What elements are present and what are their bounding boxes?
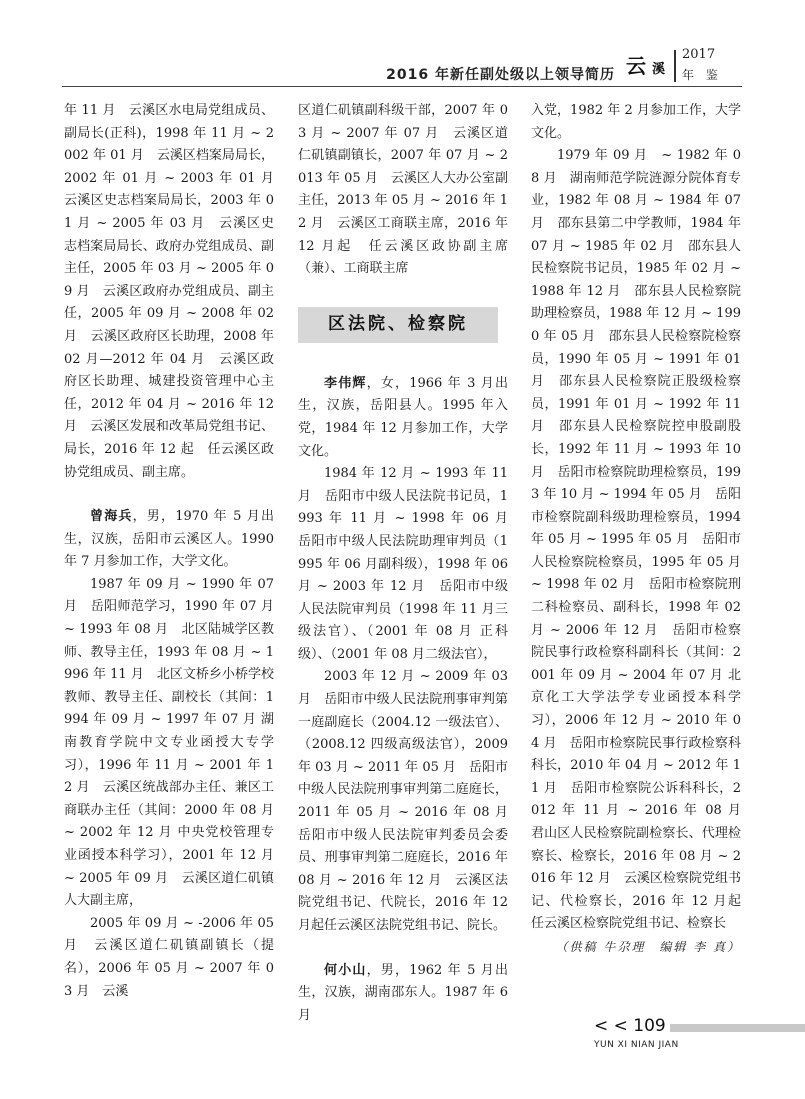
bio-intro-text: ，男，1970 年 5 月出生，汉族，岳阳市云溪区人。1990 年 7 月参加工作，大学文化。 <box>64 509 274 570</box>
footer-running-title: YUN XI NIAN JIAN <box>594 1040 679 1050</box>
bio-intro-text: ，女，1966 年 3 月出生，汉族，岳阳县人。1995 年入党，1984 年 12 月参加工作，大学文化。 <box>298 375 508 459</box>
bio-intro <box>298 960 508 1028</box>
page-number-bar <box>670 1024 805 1032</box>
paragraph: 1979 年 09 月 ~ 1982 年 08 月 湖南师范学院涟源分院体育专业，1982 年 08 月 ~ 1984 年 07 月 邵东县第二中学教师，1984 年 07 月 ~ 1985 年 02 月 邵东县人民检察院书记员，1985 年 02 月 ~ 1988 年 12 月 邵东县人民检察院助理检察员，1988 年 12 月 ~ 1990 年 05 月 邵东县人民检察院检察员，1990 年 05 月 ~ 1991 年 01 月 邵东县人民检察院正股级检察员，1991 年 01 月 ~ 1992 年 11 月 邵东县人民检察院控申股副股长，1992 年 11 月 ~ 1993 年 10 月 岳阳市检察院助理检察员，1993 年 10 月 ~ 1994 年 05 月 岳阳市检察院副科级助理检察员，1994 年 05 月 ~ 1995 年 05 月 岳阳市人民检察院检察员，1995 年 05 月 ~ 1998 年 02 月 岳阳市检察院刑二科检察员、副科长，1998 年 02 月 ~ 2006 年 12 月 岳阳市检察院民事行政检察科副科长（其间：2001 年 09 月 ~ 2004 年 07 月 北京化工大学法学专业函授本科学习），2006 年 12 月 ~ 2010 年 04 月 岳阳市检察院民事行政检察科科长，2010 年 04 月 ~ 2012 年 11 月 岳阳市检察院公诉科科长，2012 年 11 月 ~ 2016 年 08 月 君山区人民检察院副检察长、代理检察长、检察长，2016 年 08 月 ~ 2016 年 12 月 云溪区检察院党组书记、代检察长，2016 年 12 月起 任云溪区检察院党组书记、检察长 <box>531 148 755 932</box>
running-header-title: 2016 年新任副处级以上领导简历 <box>386 67 615 83</box>
paragraph: 1984 年 12 月 ~ 1993 年 11 月 岳阳市中级人民法院书记员，1993 年 11 月 ~ 1998 年 06 月 岳阳市中级人民法院助理审判员（1995 年 06 月副科级），1998 年 06 月 ~ 2003 年 12 月 岳阳市中级人民法院审判员（1998 年 11 月三级法官）、（2001 年 08 月 正科级）、（2001 年 08 月二级法官）， <box>298 466 522 662</box>
brand-yun: 云 <box>626 54 646 78</box>
paragraph: 年 11 月 云溪区水电局党组成员、副局长(正科)，1998 年 11 月 ~ 2002 年 01 月 云溪区档案局局长，2002 年 01 月 ~ 2003 年 01 月 云溪区史志档案局局长，2003 年 01 月 ~ 2005 年 03 月 云溪区史志档案局局长、政府办党组成员、副主任，2005 年 03 月 ~ 2005 年 09 月 云溪区政府办党组成员、副主任，2005 年 09 月 ~ 2008 年 02 月 云溪区政府区长助理，2008 年 02 月—2012 年 04 月 云溪区政府区长助理、城建投资管理中心主任，2012 年 04 月 ~ 2016 年 12 月 云溪区发展和改革局党组书记、局长，2016 年 12 起 任云溪区政协党组成员、副主席。 <box>64 103 288 480</box>
section-heading: 区法院、检察院 <box>298 307 498 343</box>
paragraph: 区道仁矶镇副科级干部，2007 年 03 月 ~ 2007 年 07 月 云溪区道仁矶镇副镇长，2007 年 07 月 ~ 2013 年 05 月 云溪区人大办公室副主任，2013 年 05 月 ~ 2016 年 12 月 云溪区工商联主席，2016 年 12 月起 任云溪区政协副主席（兼）、工商联主席 <box>298 103 508 277</box>
yearbook-brand <box>620 44 740 86</box>
paragraph: 2003 年 12 月 ~ 2009 年 03 月 岳阳市中级人民法院刑事审判第一庭副庭长（2004.12 一级法官）、（2008.12 四级高级法官），2009 年 03 月 ~ 2011 年 05 月 岳阳市中级人民法院刑事审判第二庭庭长，2011 年 05 月 ~ 2016 年 08 月 岳阳市中级人民法院审判委员会委员、刑事审判第二庭庭长，2016 年 08 月 ~ 2016 年 12 月 云溪区法院党组书记、代院长，2016 年 12 月起任云溪区法院党组书记、院长。 <box>298 669 522 933</box>
person-name: 曾海兵 <box>90 509 133 525</box>
person-name: 何小山 <box>324 962 367 978</box>
page-number: < < 109 <box>594 1016 666 1036</box>
brand-yearbook: 年 鉴 <box>682 68 722 82</box>
credit-line: （供稿 牛尕理 编辑 李 真） <box>555 939 741 954</box>
bio-intro <box>298 373 508 463</box>
brand-year: 2017 <box>682 47 716 62</box>
text-column-1 <box>64 100 288 1003</box>
brand-divider <box>674 50 676 82</box>
text-column-2 <box>298 100 522 1027</box>
bio-intro-text: ，男，1962 年 5 月出生，汉族，湖南邵东人。1987 年 6 月 <box>298 962 508 1023</box>
paragraph: 入党，1982 年 2 月参加工作，大学文化。 <box>531 103 741 141</box>
text-column-3 <box>531 100 755 959</box>
header-rule <box>62 86 742 87</box>
brand-xi: 溪 <box>652 62 666 77</box>
bio-intro <box>64 506 274 574</box>
paragraph: 1987 年 09 月 ~ 1990 年 07 月 岳阳师范学习，1990 年 07 月 ~ 1993 年 08 月 北区陆城学区教师、教导主任，1993 年 08 月 ~ 1996 年 11 月 北区文桥乡小桥学校教师、教导主任、副校长（其间：1994 年 09 月 ~ 1997 年 07 月 湖南教育学院中文专业函授大专学习），1996 年 11 月 ~ 2001 年 12 月 云溪区统战部办主任、兼区工商联办主任（其间：2000 年 08 月 ~ 2002 年 12 月 中央党校管理专业函授本科学习），2001 年 12 月 ~ 2005 年 09 月 云溪区道仁矶镇人大副主席， <box>64 576 274 909</box>
paragraph: 2005 年 09 月 ~ -2006 年 05 月 云溪区道仁矶镇副镇长（提名），2006 年 05 月 ~ 2007 年 03 月 云溪 <box>64 915 274 999</box>
person-name: 李伟辉 <box>324 375 367 391</box>
